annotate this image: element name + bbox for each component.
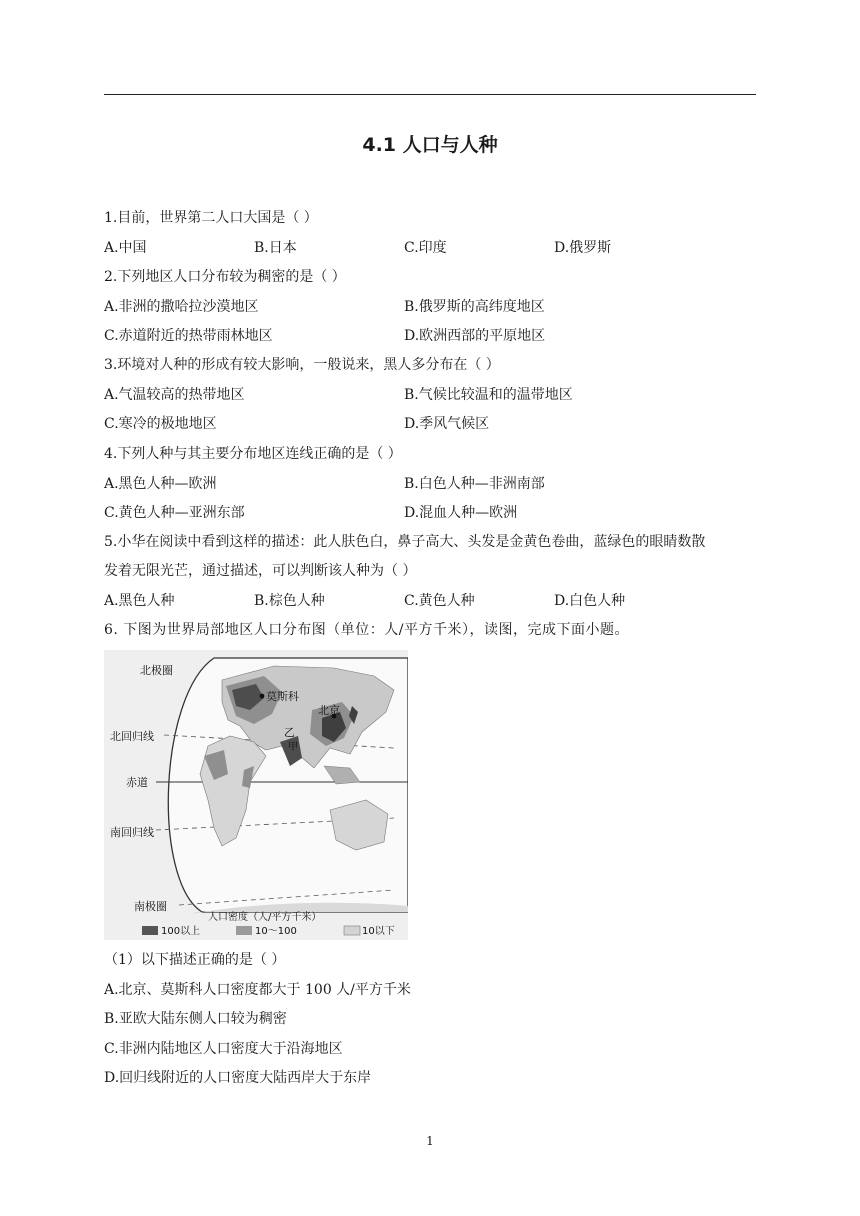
question-4-stem: 4.下列人种与其主要分布地区连线正确的是（ ） (104, 446, 402, 462)
map-svg (104, 650, 408, 940)
arctic-circle-label: 北极圈 (140, 664, 173, 677)
q2-option-b: B.俄罗斯的高纬度地区 (404, 299, 545, 315)
page-number: 1 (426, 1134, 434, 1148)
legend-label-medium: 10～100 (255, 926, 297, 937)
q4-option-b: B.白色人种—非洲南部 (404, 476, 545, 492)
tropic-north-label: 北回归线 (110, 730, 154, 743)
q1-option-b: B.日本 (254, 240, 297, 256)
q4-option-c: C.黄色人种—亚洲东部 (104, 505, 245, 521)
question-1-stem: 1.目前，世界第二人口大国是（ ） (104, 210, 318, 226)
q2-option-d: D.欧洲西部的平原地区 (404, 328, 546, 344)
question-5-stem-line1: 5.小华在阅读中看到这样的描述：此人肤色白，鼻子高大、头发是金黄色卷曲，蓝绿色的眼睛数散 (104, 534, 706, 550)
q2-option-c: C.赤道附近的热带雨林地区 (104, 328, 273, 344)
question-3-stem: 3.环境对人种的形成有较大影响，一般说来，黑人多分布在（ ） (104, 357, 500, 373)
region-yi-label: 乙 (284, 726, 295, 739)
q1-option-c: C.印度 (404, 240, 447, 256)
q3-option-d: D.季风气候区 (404, 416, 490, 432)
question-5-stem-line2: 发着无限光芒，通过描述，可以判断该人种为（ ） (104, 563, 417, 579)
legend-swatch-high (142, 926, 158, 935)
legend-label-low: 10以下 (362, 926, 395, 937)
sub-option-d: D.回归线附近的人口密度大陆西岸大于东岸 (104, 1070, 372, 1086)
region-jia-label: 甲 (288, 742, 298, 753)
q2-option-a: A.非洲的撒哈拉沙漠地区 (104, 299, 259, 315)
q1-option-a: A.中国 (104, 240, 147, 256)
population-density-map (104, 650, 408, 940)
q3-option-b: B.气候比较温和的温带地区 (404, 387, 573, 403)
equator-label: 赤道 (126, 776, 148, 789)
legend-swatch-low (344, 926, 360, 935)
header-rule (104, 94, 756, 95)
antarctic-circle-label: 南极圈 (134, 900, 167, 913)
q4-option-d: D.混血人种—欧洲 (404, 505, 518, 521)
legend-title: 人口密度（人/平方千米） (208, 912, 322, 923)
q1-option-d: D.俄罗斯 (554, 240, 612, 256)
page-title: 4.1 人口与人种 (362, 134, 498, 156)
q5-option-b: B.棕色人种 (254, 593, 325, 609)
q4-option-a: A.黑色人种—欧洲 (104, 476, 217, 492)
legend-label-high: 100以上 (161, 926, 201, 937)
question-2-stem: 2.下列地区人口分布较为稠密的是（ ） (104, 269, 346, 285)
moscow-label: 莫斯科 (266, 690, 299, 703)
q5-option-c: C.黄色人种 (404, 593, 475, 609)
moscow-marker (260, 694, 265, 699)
q5-option-d: D.白色人种 (554, 593, 626, 609)
tropic-south-label: 南回归线 (110, 826, 154, 839)
q3-option-c: C.寒冷的极地地区 (104, 416, 217, 432)
legend-swatch-medium (236, 926, 252, 935)
sub-option-a: A.北京、莫斯科人口密度都大于 100 人/平方千米 (104, 982, 411, 998)
subquestion-stem: （1）以下描述正确的是（ ） (104, 952, 286, 968)
question-6-stem: 6. 下图为世界局部地区人口分布图（单位：人/平方千米），读图，完成下面小题。 (104, 622, 630, 638)
beijing-label: 北京 (318, 704, 340, 717)
q5-option-a: A.黑色人种 (104, 593, 175, 609)
sub-option-b: B.亚欧大陆东侧人口较为稠密 (104, 1011, 287, 1027)
sub-option-c: C.非洲内陆地区人口密度大于沿海地区 (104, 1041, 343, 1057)
q3-option-a: A.气温较高的热带地区 (104, 387, 245, 403)
